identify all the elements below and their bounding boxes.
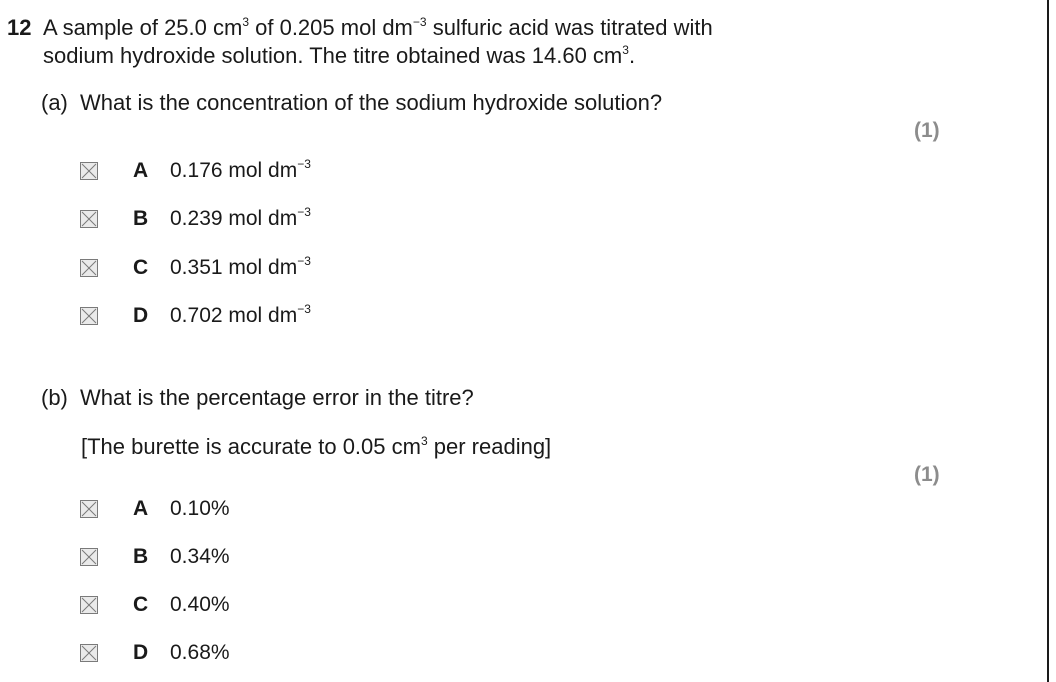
option-letter: C [133, 593, 149, 616]
part-b-option-a[interactable] [80, 495, 780, 523]
checkbox-icon[interactable] [80, 548, 98, 566]
checkbox-icon[interactable] [80, 500, 98, 518]
part-a-option-b[interactable] [80, 205, 780, 233]
part-b-label: (b) [41, 385, 68, 410]
option-letter: A [133, 497, 149, 520]
part-a-text: What is the concentration of the sodium hydroxide solution? [80, 90, 663, 115]
option-letter: C [133, 256, 149, 279]
checkbox-icon[interactable] [80, 644, 98, 662]
option-value: 0.10% [170, 497, 230, 520]
question-stem [43, 14, 713, 70]
option-value: 0.702 mol $dm^{-3}$ [170, 302, 311, 327]
part-a-label: (a) [41, 90, 68, 115]
option-value: 0.34% [170, 545, 230, 568]
part-a-option-a[interactable] [80, 157, 780, 185]
option-letter: B [133, 207, 149, 230]
part-a-marks: (1) [914, 119, 940, 142]
part-b-text: What is the percentage error in the titre? [80, 385, 474, 410]
part-b-option-d[interactable] [80, 639, 780, 667]
stem-line-2: sodium hydroxide solution. The titre obtained was 14.60 $cm^3$. [43, 43, 636, 68]
part-b-marks: (1) [914, 463, 940, 486]
part-a-option-c[interactable] [80, 254, 780, 282]
checkbox-icon[interactable] [80, 307, 98, 325]
checkbox-icon[interactable] [80, 596, 98, 614]
part-b-question [41, 384, 474, 412]
part-b-option-c[interactable] [80, 591, 780, 619]
part-b-note: [The burette is accurate to 0.05 $cm^3$ per reading] [81, 434, 552, 459]
option-value: 0.239 mol $dm^{-3}$ [170, 205, 311, 230]
option-value: 0.351 mol $dm^{-3}$ [170, 254, 311, 279]
option-value: 0.68% [170, 641, 230, 664]
checkbox-icon[interactable] [80, 259, 98, 277]
option-letter: B [133, 545, 149, 568]
option-value: 0.176 mol $dm^{-3}$ [170, 157, 311, 182]
checkbox-icon[interactable] [80, 162, 98, 180]
part-a-question [41, 89, 662, 117]
stem-line-1: A sample of 25.0 $cm^3$ of 0.205 mol $dm^{-3}$ sulfuric acid was titrated with [43, 15, 713, 40]
option-letter: D [133, 641, 149, 664]
option-value: 0.40% [170, 593, 230, 616]
right-margin-rule [1047, 0, 1049, 682]
option-letter: A [133, 159, 149, 182]
option-letter: D [133, 304, 149, 327]
checkbox-icon[interactable] [80, 210, 98, 228]
question-number: 12 [7, 15, 32, 40]
part-a-option-d[interactable] [80, 302, 780, 330]
part-b-option-b[interactable] [80, 543, 780, 571]
